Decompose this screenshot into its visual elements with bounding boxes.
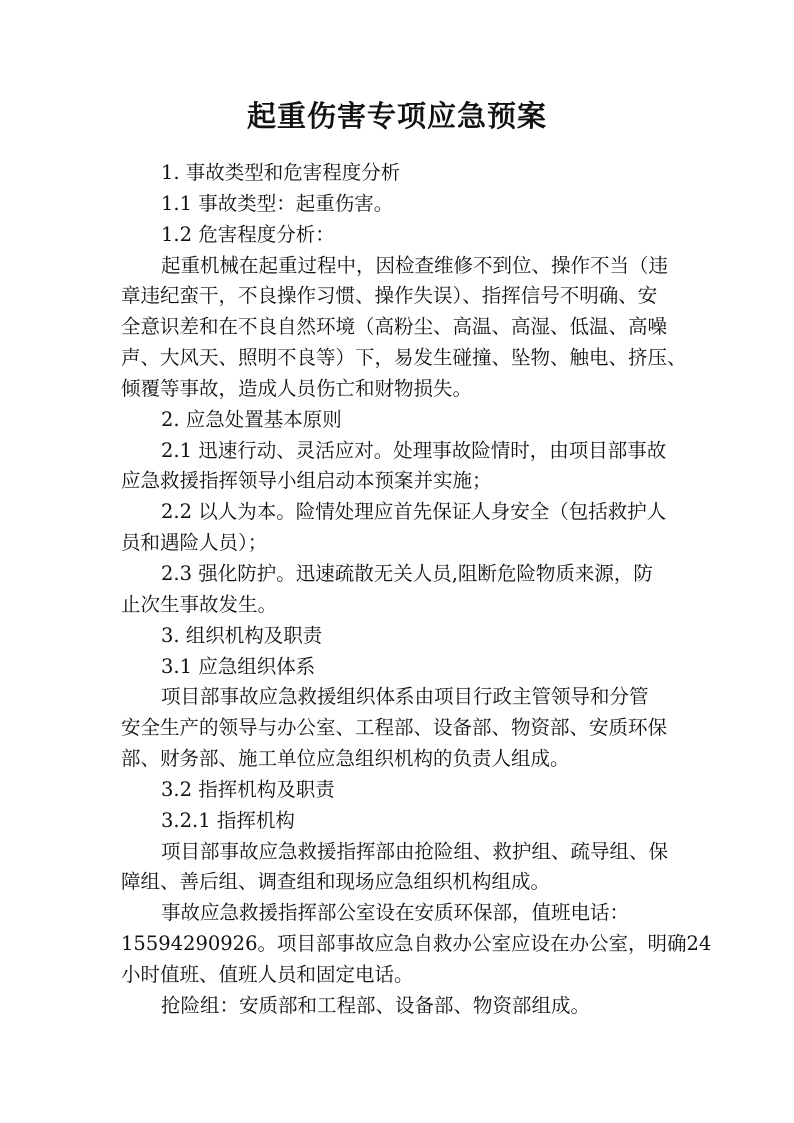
- paragraph-line: 抢险组：安质部和工程部、设备部、物资部组成。: [161, 993, 591, 1017]
- section-heading-3: 3. 组织机构及职责: [161, 623, 323, 647]
- subsection-2-2: 2.2 以人为本。险情处理应首先保证人身安全（包括救护人: [161, 500, 667, 524]
- paragraph-line: 声、大风天、照明不良等）下，易发生碰撞、坠物、触电、挤压、: [121, 346, 687, 370]
- paragraph-line: 应急救援指挥领导小组启动本预案并实施；: [121, 469, 492, 493]
- document-title: 起重伤害专项应急预案: [246, 99, 547, 133]
- subsection-1-1: 1.1 事故类型：起重伤害。: [161, 191, 394, 215]
- subsection-3-2-1: 3.2.1 指挥机构: [161, 808, 295, 832]
- subsection-3-1: 3.1 应急组织体系: [161, 654, 316, 678]
- subsection-2-3: 2.3 强化防护。迅速疏散无关人员,阻断危险物质来源，防: [161, 561, 653, 585]
- paragraph-line: 事故应急救援指挥部公室设在安质环保部，值班电话：: [161, 901, 630, 925]
- paragraph-line: 部、财务部、施工单位应急组织机构的负责人组成。: [121, 747, 570, 771]
- subsection-2-1: 2.1 迅速行动、灵活应对。处理事故险情时，由项目部事故: [161, 438, 667, 462]
- section-heading-2: 2. 应急处置基本原则: [161, 407, 342, 431]
- paragraph-line: 项目部事故应急救援组织体系由项目行政主管领导和分管: [161, 685, 649, 709]
- document-body: [121, 158, 712, 1022]
- paragraph-line: 全意识差和在不良自然环境（高粉尘、高温、高湿、低温、高噪: [121, 315, 668, 339]
- paragraph-line: 止次生事故发生。: [121, 592, 278, 616]
- paragraph-line: 15594290926。项目部事故应急自救办公室应设在办公室，明确24: [121, 932, 712, 956]
- paragraph-line: 项目部事故应急救援指挥部由抢险组、救护组、疏导组、保: [161, 839, 669, 863]
- paragraph-line: 安全生产的领导与办公室、工程部、设备部、物资部、安质环保: [121, 716, 668, 740]
- paragraph-line: 章违纪蛮干，不良操作习惯、操作失误）、指挥信号不明确、安: [121, 284, 658, 308]
- paragraph-line: 起重机械在起重过程中，因检查维修不到位、操作不当（违: [161, 253, 669, 277]
- subsection-3-2: 3.2 指挥机构及职责: [161, 777, 335, 801]
- subsection-1-2: 1.2 危害程度分析：: [161, 222, 335, 246]
- paragraph-line: 障组、善后组、调查组和现场应急组织机构组成。: [121, 870, 551, 894]
- paragraph-line: 小时值班、值班人员和固定电话。: [121, 962, 414, 986]
- section-heading-1: 1. 事故类型和危害程度分析: [161, 161, 401, 184]
- paragraph-line: 员和遇险人员）；: [121, 531, 268, 555]
- paragraph-line: 倾覆等事故，造成人员伤亡和财物损失。: [121, 376, 473, 400]
